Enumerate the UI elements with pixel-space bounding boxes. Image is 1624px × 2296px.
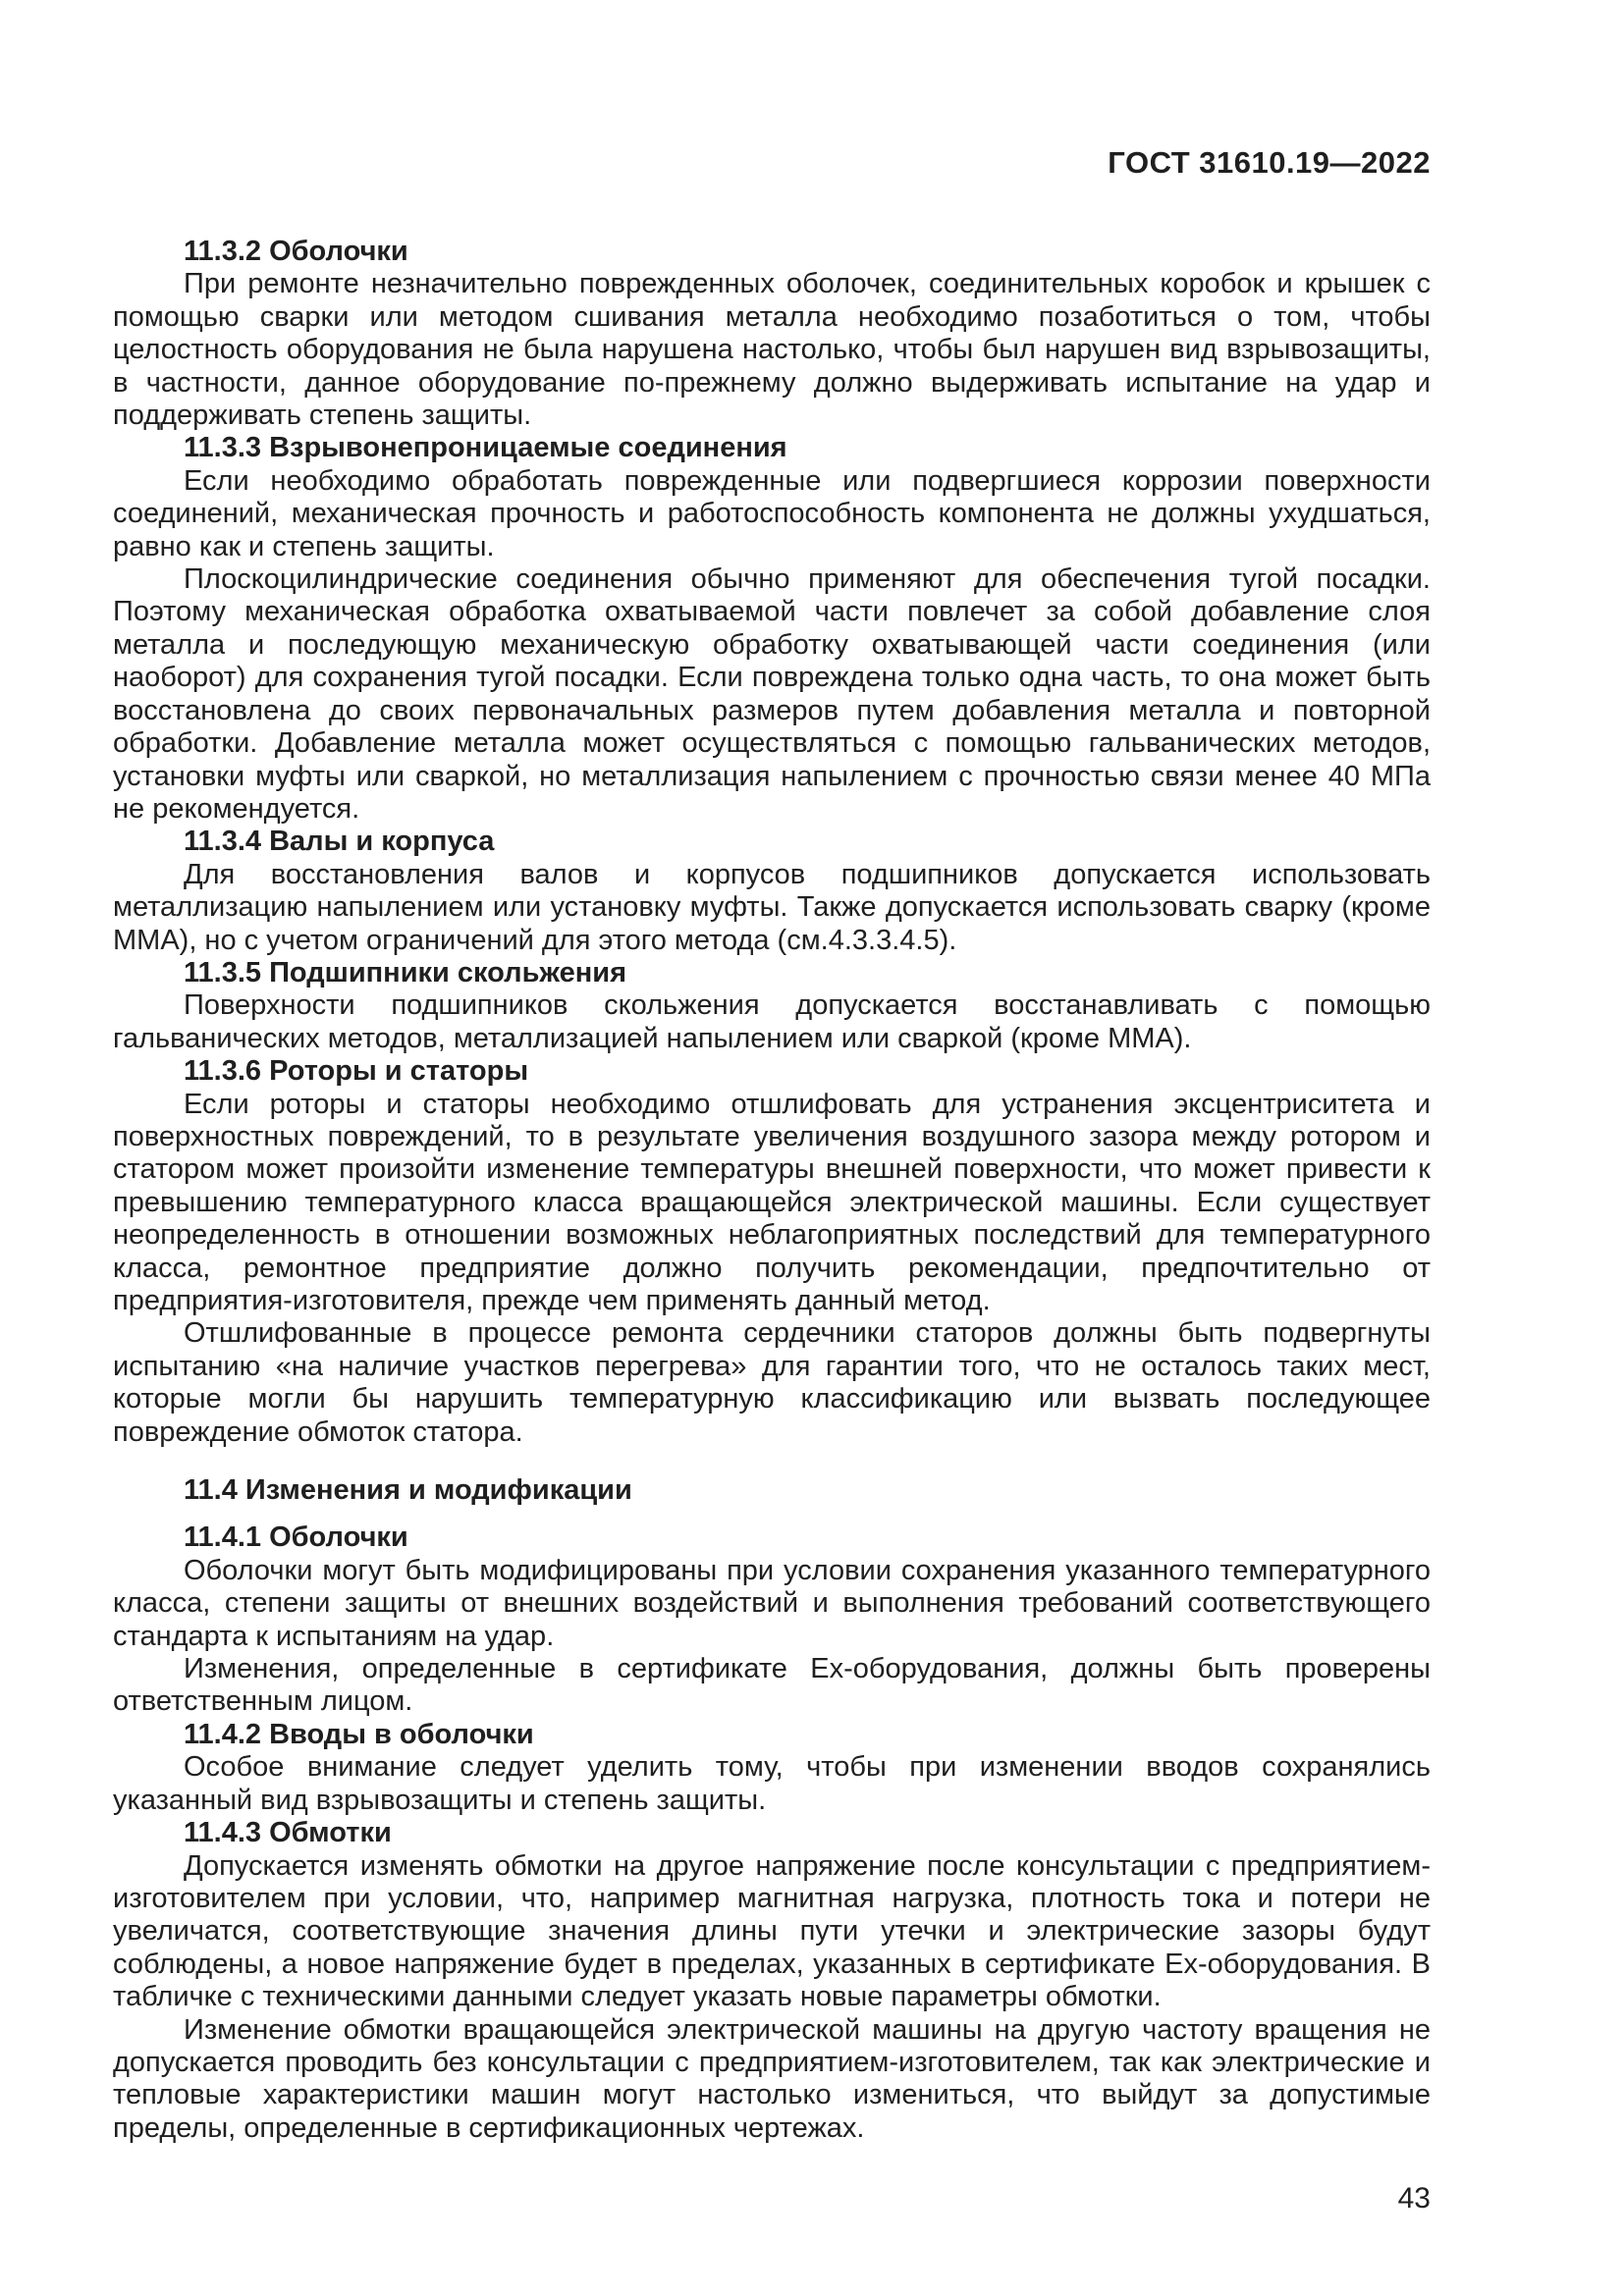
paragraph: Если необходимо обработать поврежденные или подвергшиеся коррозии поверхности соединений, механическая прочность и работоспособность компонента не должны ухудшаться, равно как и степень защиты. — [113, 464, 1431, 562]
paragraph: Допускается изменять обмотки на другое напряжение после консультации с предприятием-изготовителем при условии, что, например магнитная нагрузка, плотность тока и потери не увеличатся, соответствующие значения длины пути утечки и электрические зазоры будут соблюдены, а новое напряжение будет в пределах, указанных в сертификате Ex-оборудования. В табличке с техническими данными следует указать новые параметры обмотки. — [113, 1849, 1431, 2013]
paragraph: Особое внимание следует уделить тому, чтобы при изменении вводов сохранялись указанный вид взрывозащиты и степень защиты. — [113, 1751, 1431, 1816]
paragraph: Отшлифованные в процессе ремонта сердечники статоров должны быть подвергнуты испытанию «на наличие участков перегрева» для гарантии того, что не осталось таких мест, которые могли бы нарушить температурную классификацию или вызвать последующее повреждение обмоток статора. — [113, 1317, 1431, 1448]
paragraph: Плоскоцилиндрические соединения обычно применяют для обеспечения тугой посадки. Поэтому механическая обработка охватываемой части повлечет за собой добавление слоя металла и последующую механическую обработку охватывающей части соединения (или наоборот) для сохранения тугой посадки. Если повреждена только одна часть, то она может быть восстановлена до своих первоначальных размеров путем добавления металла и повторной обработки. Добавление металла может осуществляться с помощью гальванических методов, установки муфты или сваркой, но металлизация напылением с прочностью связи менее 40 МПа не рекомендуется. — [113, 563, 1431, 825]
paragraph: Если роторы и статоры необходимо отшлифовать для устранения эксцентриситета и поверхностных повреждений, то в результате увеличения воздушного зазора между ротором и статором может произойти изменение температуры внешней поверхности, что может привести к превышению температурного класса вращающейся электрической машины. Если существует неопределенность в отношении возможных неблагоприятных последствий для температурного класса, ремонтное предприятие должно получить рекомендации, предпочтительно от предприятия-изготовителя, прежде чем применять данный метод. — [113, 1088, 1431, 1316]
text-column — [113, 145, 1431, 2216]
paragraph: Изменения, определенные в сертификате Ex-оборудования, должны быть проверены ответственным лицом. — [113, 1653, 1431, 1718]
section-heading-11-4-1: 11.4.1 Оболочки — [184, 1522, 408, 1554]
document-body — [113, 236, 1431, 2145]
section-heading-11-4-2: 11.4.2 Вводы в оболочки — [184, 1718, 534, 1750]
document-code: ГОСТ 31610.19—2022 — [1108, 145, 1431, 180]
paragraph: При ремонте незначительно поврежденных оболочек, соединительных коробок и крышек с помощью сварки или методом сшивания металла необходимо позаботиться о том, чтобы целостность оборудования не была нарушена настолько, чтобы был нарушен вид взрывозащиты, в частности, данное оборудование по-прежнему должно выдерживать испытание на удар и поддерживать степень защиты. — [113, 268, 1431, 432]
section-heading-11-3-4: 11.3.4 Валы и корпуса — [184, 826, 495, 858]
section-heading-11-3-3: 11.3.3 Взрывонепроницаемые соединения — [184, 432, 787, 464]
section-heading-11-3-2: 11.3.2 Оболочки — [184, 236, 408, 267]
section-heading-11-4-3: 11.4.3 Обмотки — [184, 1817, 392, 1849]
section-heading-11-4: 11.4 Изменения и модификации — [184, 1474, 632, 1507]
paragraph: Оболочки могут быть модифицированы при условии сохранения указанного температурного класса, степени защиты от внешних воздействий и выполнения требований соответствующего стандарта к испытаниям на удар. — [113, 1554, 1431, 1652]
page-number: 43 — [1397, 2182, 1431, 2216]
paragraph: Поверхности подшипников скольжения допускается восстанавливать с помощью гальванических методов, металлизацией напылением или сваркой (кроме ММА). — [113, 989, 1431, 1054]
section-heading-11-3-5: 11.3.5 Подшипники скольжения — [184, 956, 627, 988]
section-heading-11-3-6: 11.3.6 Роторы и статоры — [184, 1055, 529, 1088]
paragraph: Для восстановления валов и корпусов подшипников допускается использовать металлизацию напылением или установку муфты. Также допускается использовать сварку (кроме ММА), но с учетом ограничений для этого метода (см.4.3.3.4.5). — [113, 858, 1431, 956]
paragraph: Изменение обмотки вращающейся электрической машины на другую частоту вращения не допускается проводить без консультации с предприятием-изготовителем, так как электрические и тепловые характеристики машин могут настолько измениться, что выйдут за допустимые пределы, определенные в сертификационных чертежах. — [113, 2013, 1431, 2144]
